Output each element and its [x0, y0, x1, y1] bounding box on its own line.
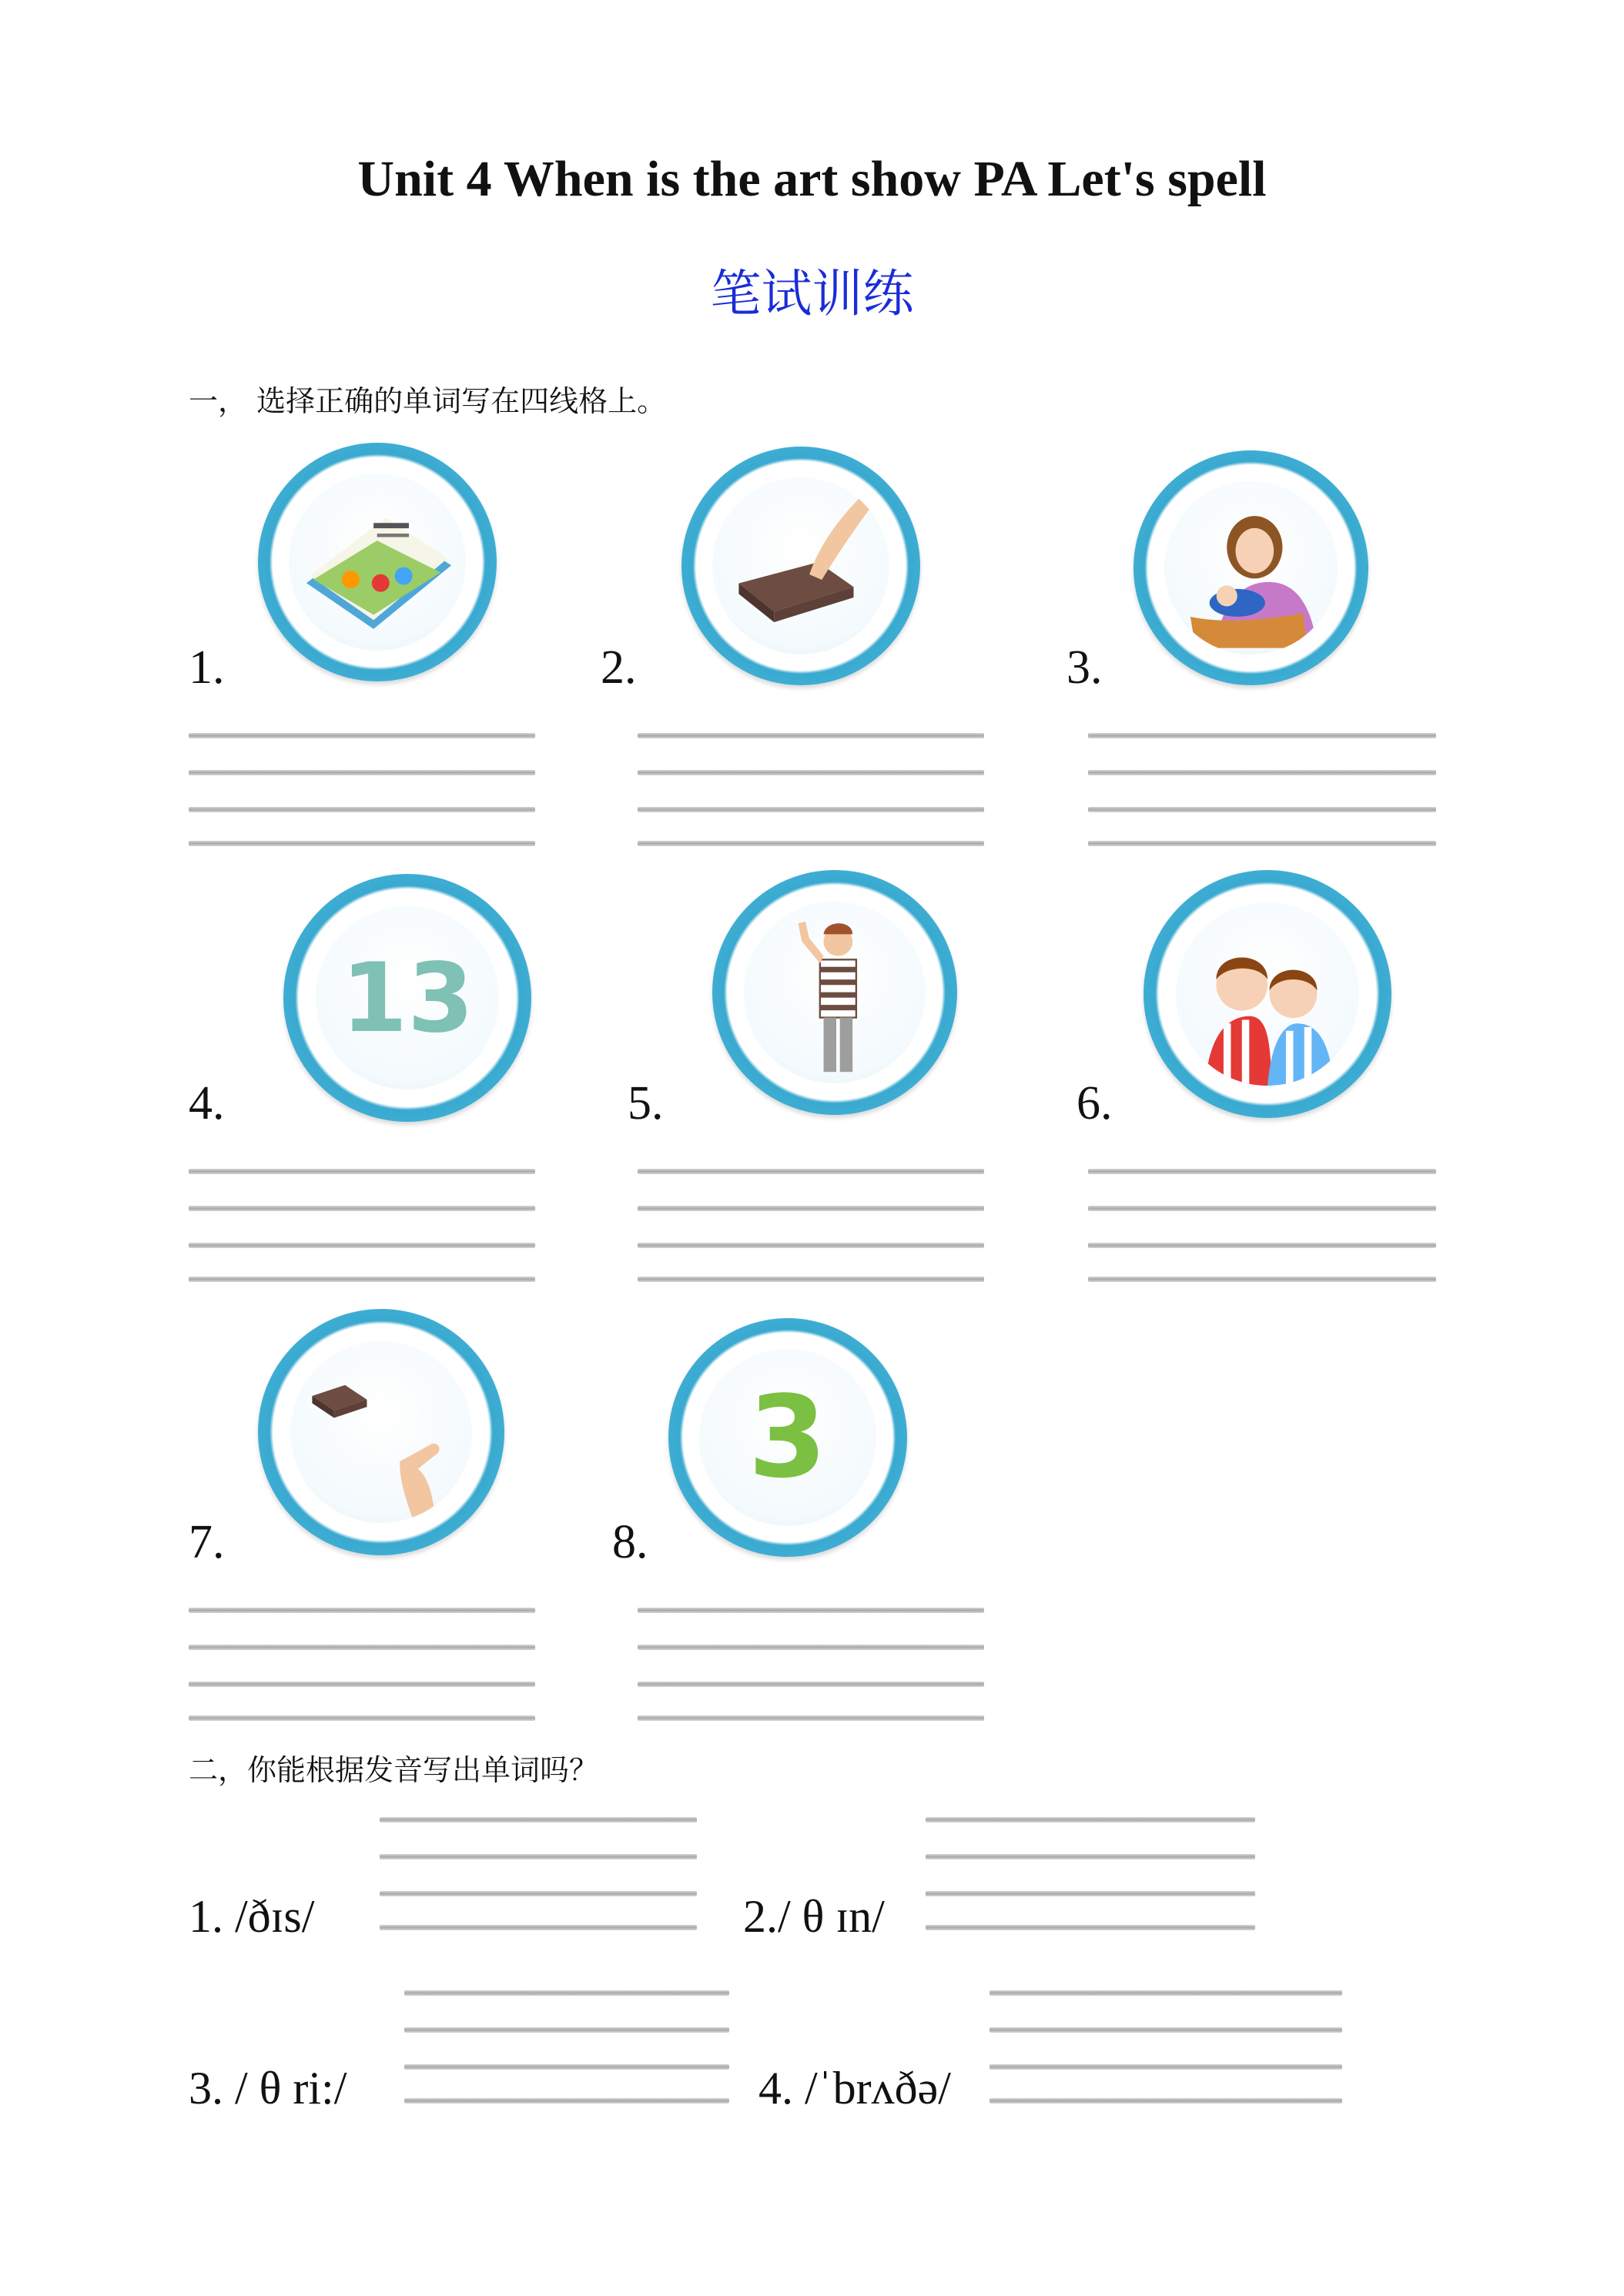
phonetic-writing-lines-4[interactable]	[989, 1990, 1342, 2106]
question-number: 6.	[1077, 1077, 1113, 1130]
question-number: 1.	[189, 641, 225, 694]
question-number: 2.	[601, 641, 637, 694]
question-number: 7.	[189, 1516, 225, 1568]
question-number: 3.	[1066, 641, 1103, 694]
section-one-heading: 一， 选择正确的单词写在四线格上。	[189, 384, 667, 418]
number-13-label: 13	[340, 942, 474, 1054]
phonetic-writing-lines-2[interactable]	[926, 1817, 1255, 1933]
phonetic-writing-lines-1[interactable]	[380, 1817, 697, 1933]
phonetic-writing-lines-3[interactable]	[404, 1990, 729, 2106]
picture-book-icon	[258, 443, 497, 681]
number-3-label: 3	[748, 1371, 828, 1504]
writing-lines-1[interactable]	[189, 733, 535, 848]
pointing-at-book-icon	[258, 1309, 504, 1555]
phonetic-prompt-4: 4. /ˈbrʌðə/	[758, 2063, 951, 2114]
writing-lines-4[interactable]	[189, 1169, 535, 1284]
two-brothers-icon	[1143, 870, 1391, 1118]
section-two-heading: 二，你能根据发音写出单词吗？	[189, 1753, 599, 1787]
writing-lines-3[interactable]	[1088, 733, 1436, 848]
hand-on-book-icon	[681, 447, 920, 685]
phonetic-prompt-3: 3. / θ ri:/	[189, 2063, 347, 2114]
writing-lines-6[interactable]	[1088, 1169, 1436, 1284]
number-three-icon	[668, 1318, 907, 1557]
mother-with-baby-icon	[1133, 450, 1368, 685]
waving-boy-icon	[712, 870, 957, 1115]
writing-lines-5[interactable]	[638, 1169, 984, 1284]
phonetic-prompt-2: 2./ θ ɪn/	[743, 1891, 885, 1942]
writing-lines-2[interactable]	[638, 733, 984, 848]
question-number: 8.	[612, 1516, 648, 1568]
page-title: Unit 4 When is the art show PA Let's spell	[357, 151, 1267, 207]
writing-lines-7[interactable]	[189, 1608, 535, 1723]
page-subtitle: 笔试训练	[710, 264, 914, 323]
question-number: 4.	[189, 1077, 225, 1130]
writing-lines-8[interactable]	[638, 1608, 984, 1723]
question-number: 5.	[628, 1077, 664, 1130]
phonetic-prompt-1: 1. /ðɪs/	[189, 1891, 315, 1942]
number-thirteen-icon	[283, 874, 531, 1122]
